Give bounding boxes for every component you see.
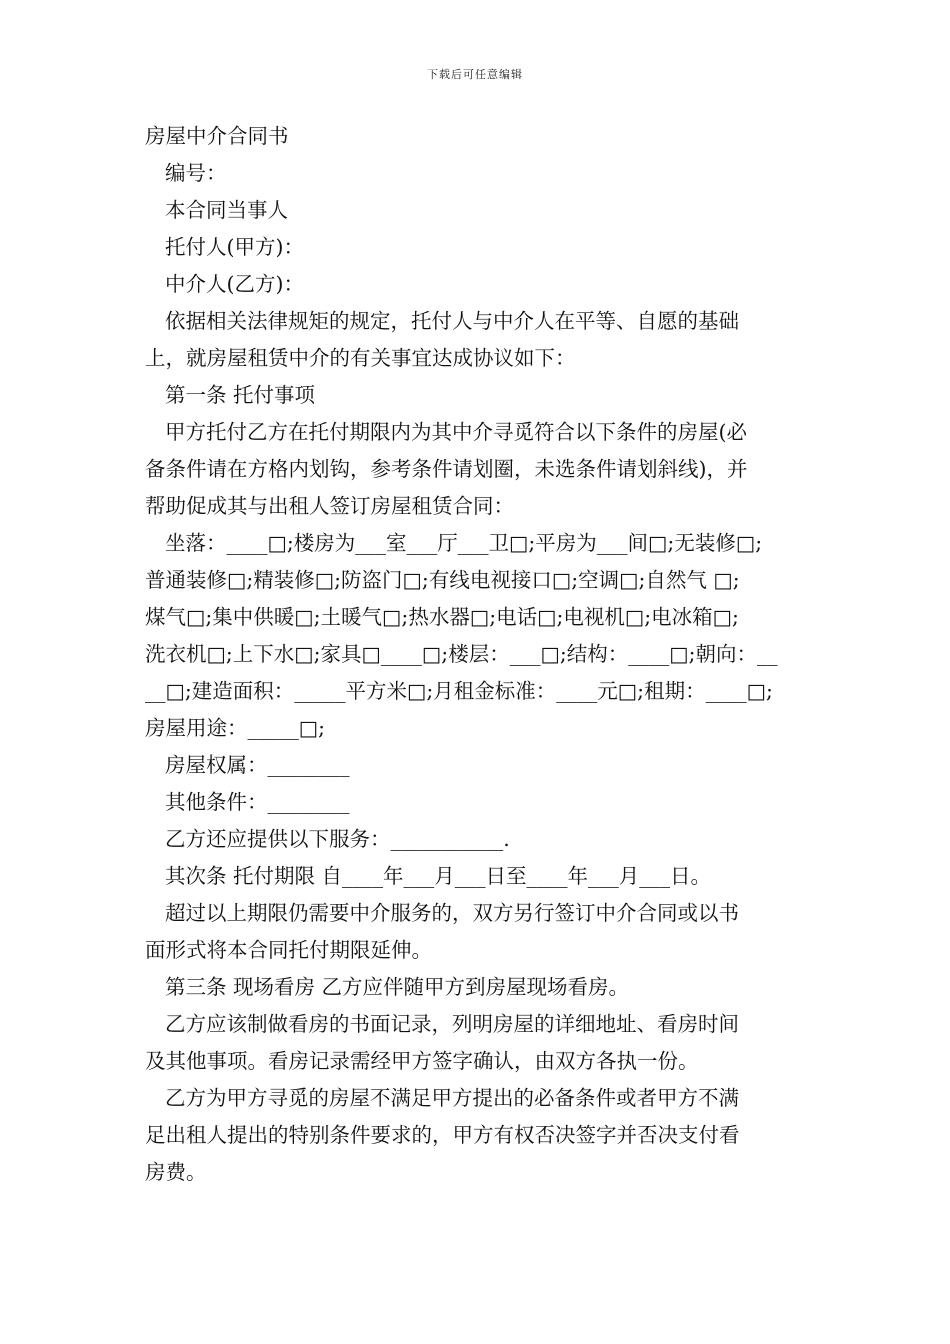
document-line: 乙方还应提供以下服务：___________. — [165, 827, 510, 851]
document-line: 足出租人提出的特别条件要求的，甲方有权否决签字并否决支付看 — [145, 1123, 740, 1147]
document-line: 房费。 — [145, 1160, 207, 1184]
document-line: 编号： — [165, 161, 227, 185]
document-line: 甲方托付乙方在托付期限内为其中介寻觅符合以下条件的房屋(必 — [165, 420, 747, 444]
document-line: 坐落：____□;楼房为___室___厅___卫□;平房为___间□;无装修□; — [165, 531, 763, 555]
document-body — [145, 118, 810, 1191]
document-line: 超过以上期限仍需要中介服务的，双方另行签订中介合同或以书 — [165, 901, 739, 925]
document-line: 其次条 托付期限 自____年___月___日至____年___月___日。 — [165, 864, 712, 888]
document-line: 面形式将本合同托付期限延伸。 — [145, 938, 432, 962]
document-line: 普通装修□;精装修□;防盗门□;有线电视接口□;空调□;自然气 □; — [145, 568, 740, 592]
document-title: 房屋中介合同书 — [145, 124, 289, 148]
document-line: 乙方应该制做看房的书面记录，列明房屋的详细地址、看房时间 — [165, 1012, 739, 1036]
document-line: 依据相关法律规矩的规定，托付人与中介人在平等、自愿的基础 — [165, 309, 739, 333]
document-line: 煤气□;集中供暖□;土暖气□;热水器□;电话□;电视机□;电冰箱□; — [145, 605, 739, 629]
document-line: 及其他事项。看房记录需经甲方签字确认，由双方各执一份。 — [145, 1049, 699, 1073]
document-line: 托付人(甲方)： — [165, 235, 304, 259]
document-line: 帮助促成其与出租人签订房屋租赁合同： — [145, 494, 514, 518]
page-header: 下载后可任意编辑 — [427, 68, 523, 81]
document-line: 洗衣机□;上下水□;家具□____□;楼层：___□;结构：____□;朝向：__ — [145, 642, 778, 666]
document-line: 本合同当事人 — [165, 198, 288, 222]
document-line: 上，就房屋租赁中介的有关事宜达成协议如下： — [145, 346, 576, 370]
document-line: 第一条 托付事项 — [165, 383, 316, 407]
document-line: 其他条件：________ — [165, 790, 350, 814]
document-line: 房屋用途：_____□; — [145, 716, 326, 740]
document-line: 第三条 现场看房 乙方应伴随甲方到房屋现场看房。 — [165, 975, 630, 999]
document-line: __□;建造面积：_____平方米□;月租金标准：____元□;租期：____□; — [145, 679, 773, 703]
document-line: 房屋权属：________ — [165, 753, 350, 777]
document-line: 乙方为甲方寻觅的房屋不满足甲方提出的必备条件或者甲方不满 — [165, 1086, 739, 1110]
document-line: 备条件请在方格内划钩，参考条件请划圈，未选条件请划斜线)，并 — [145, 457, 748, 481]
document-line: 中介人(乙方)： — [165, 272, 304, 296]
